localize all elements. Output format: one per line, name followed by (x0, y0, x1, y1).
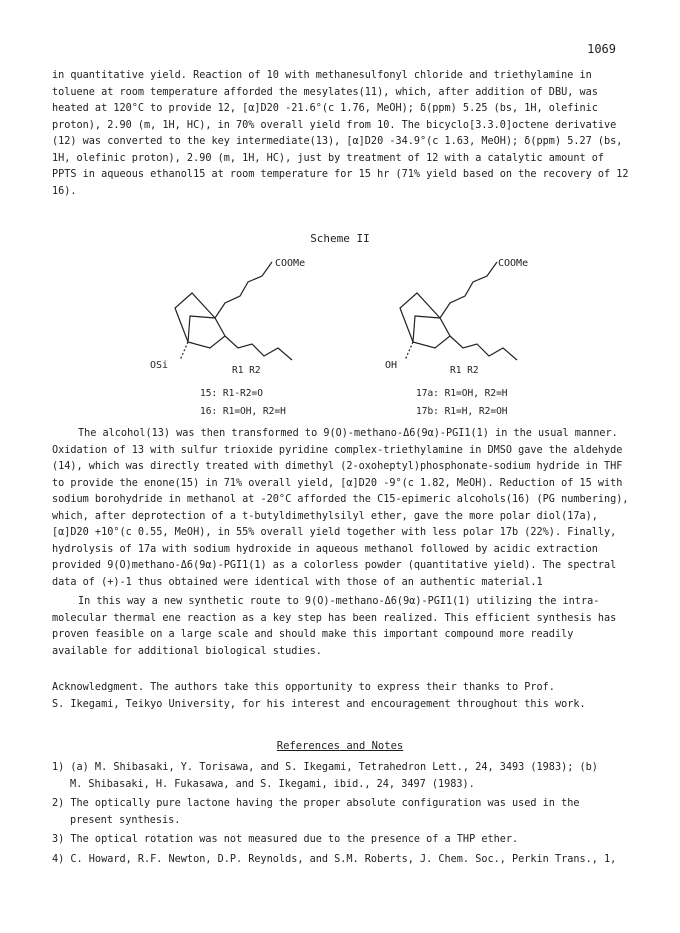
left-chain-label: COOMe (275, 258, 306, 269)
paragraph-conclusion (52, 594, 632, 660)
left-r-labels: R1 R2 (232, 365, 261, 376)
compound-17a: 17a: R1=OH, R2=H (416, 388, 508, 399)
scheme-title: Scheme II (310, 232, 370, 245)
text-line: heated at 120°C to provide 12, [α]D20 -21.6°(c 1.76, MeOH); δ(ppm) 5.25 (bs, 1H, olefinic (52, 103, 598, 114)
text-line: (14), which was directly treated with dimethyl (2-oxoheptyl)phosphonate-sodium hydride in THF (52, 461, 623, 472)
paragraph-transformation (52, 426, 632, 591)
paragraph-intro (52, 68, 632, 200)
text-line: which, after deprotection of a t-butyldimethylsilyl ether, gave the more polar diol(17a), (52, 510, 598, 522)
compound-17b: 17b: R1=H, R2=OH (416, 406, 508, 417)
text-line: sodium borohydride in methanol at -20°C afforded the C15-epimeric alcohols(16) (PG numbering), (52, 494, 629, 505)
text-line: present synthesis. (70, 814, 181, 826)
text-line: data of (+)-1 thus obtained were identical with those of an authentic material.1 (52, 576, 543, 588)
text-line: 3) The optical rotation was not measured due to the presence of a THP ether. (52, 834, 519, 845)
text-line: Acknowledgment. The authors take this opportunity to express their thanks to Prof. (52, 682, 555, 693)
acknowledgment (52, 680, 632, 713)
compound-15: 15: R1-R2=O (200, 388, 263, 399)
references-heading: References and Notes (276, 740, 404, 752)
text-line: molecular thermal ene reaction as a key step has been realized. This efficient synthesis has (52, 612, 617, 624)
structure-left (175, 262, 292, 360)
text-line: proton), 2.90 (m, 1H, HC), in 70% overall yield from 10. The bicyclo[3.3.0]octene derivative (52, 119, 617, 131)
right-chain-label: COOMe (498, 258, 529, 269)
reference-2 (52, 796, 642, 829)
text-line: 16). (52, 185, 77, 197)
text-line: 1) (a) M. Shibasaki, Y. Torisawa, and S. Ikegami, Tetrahedron Lett., 24, 3493 (1983); (b) (52, 762, 598, 773)
text-line: in quantitative yield. Reaction of 10 with methanesulfonyl chloride and triethylamine in (52, 70, 592, 81)
scheme-structures (130, 248, 570, 438)
reference-4 (52, 852, 642, 869)
text-line: M. Shibasaki, H. Fukasawa, and S. Ikegami, ibid., 24, 3497 (1983). (70, 778, 475, 790)
text-line: 4) C. Howard, R.F. Newton, D.P. Reynolds, and S.M. Roberts, J. Chem. Soc., Perkin Trans., 1, (52, 854, 617, 865)
page-number: 1069 (587, 42, 616, 56)
reference-3 (52, 832, 642, 849)
structure-right (400, 262, 517, 360)
text-line: PPTS in aqueous ethanol15 at room temperature for 15 hr (71% yield based on the recovery of 12 (52, 169, 629, 180)
text-line: provided 9(O)methano-Δ6(9α)-PGI1(1) as a colorless powder (quantitative yield). The spectral (52, 560, 617, 571)
text-line: The alcohol(13) was then transformed to 9(O)-methano-Δ6(9α)-PGI1(1) in the usual manner. (78, 428, 618, 439)
left-protecting-group: OSi (150, 360, 169, 371)
text-line: [α]D20 +10°(c 0.55, MeOH), in 55% overall yield together with less polar 17b (22%). Finally, (52, 527, 617, 538)
right-r-labels: R1 R2 (450, 365, 479, 376)
reference-1 (52, 760, 642, 793)
text-line: available for additional biological studies. (52, 645, 322, 657)
compound-16: 16: R1=OH, R2=H (200, 406, 286, 417)
text-line: 2) The optically pure lactone having the proper absolute configuration was used in the (52, 798, 580, 809)
text-line: to provide the enone(15) in 71% overall yield, [α]D20 -9°(c 1.82, MeOH). Reduction of 15 with (52, 477, 623, 489)
text-line: toluene at room temperature afforded the mesylates(11), which, after addition of DBU, was (52, 86, 598, 98)
right-hydroxyl: OH (385, 360, 398, 371)
text-line: proven feasible on a large scale and should make this important compound more readily (52, 629, 574, 640)
text-line: S. Ikegami, Teikyo University, for his interest and encouragement throughout this work. (52, 698, 586, 710)
text-line: Oxidation of 13 with sulfur trioxide pyridine complex-triethylamine in DMSO gave the aldehyde (52, 444, 623, 456)
text-line: In this way a new synthetic route to 9(O)-methano-Δ6(9α)-PGI1(1) utilizing the intra- (78, 596, 600, 607)
text-line: hydrolysis of 17a with sodium hydroxide in aqueous methanol followed by acidic extraction (52, 543, 598, 555)
text-line: (12) was converted to the key intermediate(13), [α]D20 -34.9°(c 1.63, MeOH); δ(ppm) 5.27 (bs, (52, 136, 623, 147)
text-line: 1H, olefinic proton), 2.90 (m, 1H, HC), just by treatment of 12 with a catalytic amount of (52, 152, 605, 164)
